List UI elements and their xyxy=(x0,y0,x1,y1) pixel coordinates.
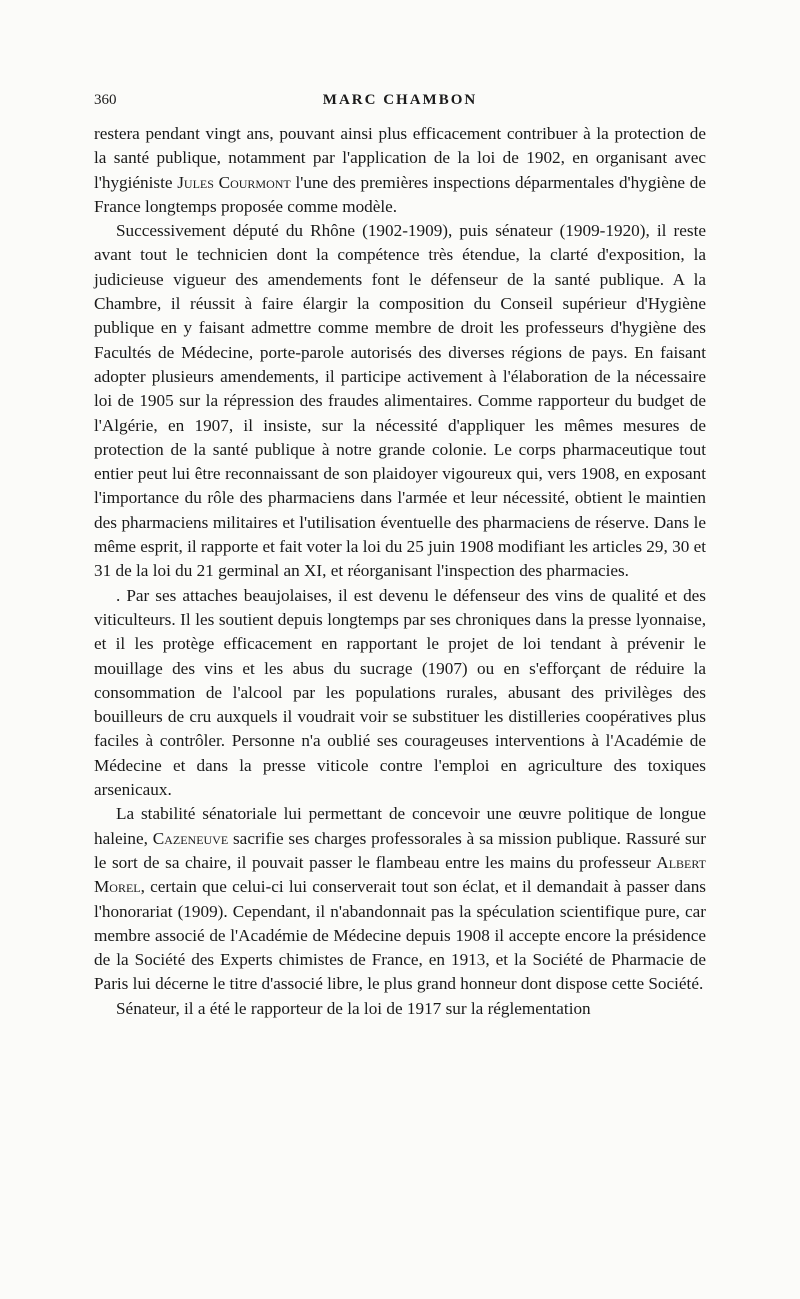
text-segment: La stabilité sénatoriale lui permettant de concevoir une œuvre politique de longue haleine, xyxy=(94,804,706,848)
paragraph-4 xyxy=(94,802,706,996)
person-name: Albert Morel xyxy=(94,852,706,897)
book-page xyxy=(94,92,706,1021)
text-segment: , certain que celui-ci lui conserverait tout son éclat, et il demandait à passer dans l'honorariat (1909). Cependant, il n'abandonnait pas la spéculation scientifique pure, car membre associé de l'Académie de Médecine depuis 1908 il accepte encore la présidence de la Société des Experts chimistes de France, en 1913, et la Société de Pharmacie de Paris lui décerne le titre d'associé libre, le plus grand honneur dont dispose cette Société. xyxy=(94,877,706,994)
person-name: Jules Courmont xyxy=(177,172,291,192)
text-segment: sacrifie ses charges professorales à sa mission publique. Rassuré sur le sort de sa chaire, il pouvait passer le flambeau entre les mains du professeur xyxy=(94,828,706,872)
person-name: Cazeneuve xyxy=(152,828,229,848)
text-segment: . Par ses attaches beaujolaises, il est devenu le défenseur des vins de qualité et des viticulteurs. Il les soutient depuis longtemps par ses chroniques dans la presse lyonnaise, et il les protège efficacement en rapportant le projet de loi tendant à prévenir le mouillage des vins et les abus du sucrage (1907) ou en s'efforçant de réduire la consommation de l'alcool par les populations rurales, abusant des privilèges des bouilleurs de cru auxquels il voudrait voir se substituer les distilleries coopératives plus faciles à contrôler. Personne n'a oublié ses courageuses interventions à l'Académie de Médecine et dans la presse viticole contre l'emploi en agriculture des toxiques arsenicaux. xyxy=(94,585,706,800)
text-segment: Successivement député du Rhône (1902-1909), puis sénateur (1909-1920), il reste avant tout le technicien dont la compétence très étendue, la clarté d'exposition, la judicieuse vigueur des amendements font le défenseur de la santé publique. A la Chambre, il réussit à faire élargir la composition du Conseil supérieur d'Hygiène publique en y faisant admettre comme membre de droit les professeurs d'hygiène des Facultés de Médecine, porte-parole autorisés des diverses régions de pays. En faisant adopter plusieurs amendements, il participe activement à l'élaboration de la nécessaire loi de 1905 sur la répression des fraudes alimentaires. Comme rapporteur du budget de l'Algérie, en 1907, il insiste, sur la nécessité d'appliquer les mêmes mesures de protection de la santé publique à notre grande colonie. Le corps pharmaceutique tout entier peut lui être reconnaissant de son plaidoyer vigoureux qui, vers 1908, en exposant l'importance du rôle des pharmaciens dans l'armée et leur nécessité, obtient le maintien des pharmaciens militaires et l'utilisation éventuelle des pharmaciens de réserve. Dans le même esprit, il rapporte et fait voter la loi du 25 juin 1908 modifiant les articles 29, 30 et 31 de la loi du 21 germinal an XI, et réorganisant l'inspection des pharmacies. xyxy=(94,221,706,581)
paragraph-2 xyxy=(94,219,706,583)
text-segment: Sénateur, il a été le rapporteur de la loi de 1917 sur la réglementation xyxy=(116,998,591,1018)
paragraph-5 xyxy=(94,997,706,1021)
paragraph-3 xyxy=(94,584,706,803)
text-segment: l'une des premières inspections déparmentales d'hygiène de France longtemps proposée comme modèle. xyxy=(94,172,706,216)
page-number: 360 xyxy=(94,92,117,108)
body-text xyxy=(94,122,706,1021)
text-segment: restera pendant vingt ans, pouvant ainsi plus efficacement contribuer à la protection de la santé publique, notamment par l'application de la loi de 1902, en organisant avec l'hygiéniste xyxy=(94,124,706,192)
paragraph-1 xyxy=(94,122,706,219)
running-title: MARC CHAMBON xyxy=(322,92,478,108)
running-head xyxy=(94,92,706,114)
